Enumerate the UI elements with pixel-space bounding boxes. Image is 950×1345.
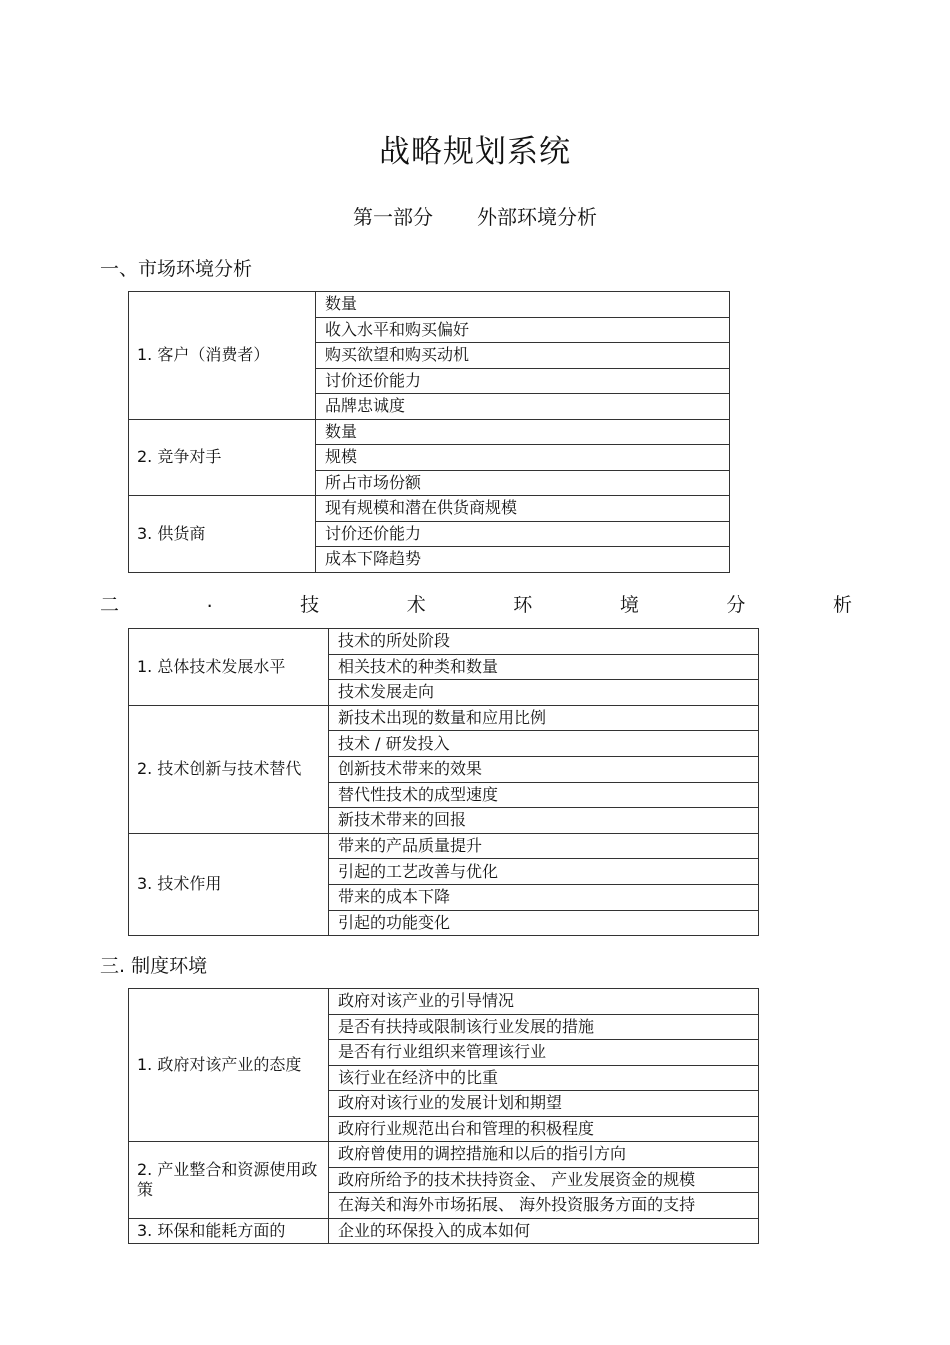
market-table [128,291,730,573]
technology-table [128,628,759,936]
table-row [129,1218,759,1244]
category-label: 1. 政府对该产业的态度 [129,989,329,1142]
item-cell: 现有规模和潜在供货商规模 [316,496,730,522]
heading-char: 分 [726,594,746,616]
table-row [129,989,759,1015]
item-cell: 技术发展走向 [329,680,759,706]
part-label: 第一部分 [353,205,433,229]
heading-char: . [206,590,213,612]
heading-char: 环 [513,594,533,616]
item-cell: 政府所给予的技术扶持资金、 产业发展资金的规模 [329,1167,759,1193]
item-cell: 相关技术的种类和数量 [329,654,759,680]
table-row [129,629,759,655]
category-label: 2. 产业整合和资源使用政策 [129,1142,329,1219]
item-cell: 政府行业规范出台和管理的积极程度 [329,1116,759,1142]
item-cell: 引起的功能变化 [329,910,759,936]
section3-heading: 三. 制度环境 [100,955,208,977]
item-cell: 政府对该行业的发展计划和期望 [329,1091,759,1117]
item-cell: 是否有扶持或限制该行业发展的措施 [329,1014,759,1040]
category-label: 3. 环保和能耗方面的 [129,1218,329,1244]
item-cell: 创新技术带来的效果 [329,756,759,782]
item-cell: 成本下降趋势 [316,547,730,573]
part-heading [0,201,950,230]
item-cell: 替代性技术的成型速度 [329,782,759,808]
item-cell: 企业的环保投入的成本如何 [329,1218,759,1244]
category-label: 3. 供货商 [129,496,316,573]
section2-heading [100,590,852,617]
item-cell: 讨价还价能力 [316,521,730,547]
heading-char: 术 [406,594,426,616]
table-row [129,833,759,859]
item-cell: 带来的成本下降 [329,884,759,910]
document-title: 战略规划系统 [379,134,571,170]
category-label: 2. 竞争对手 [129,419,316,496]
institution-table [128,988,759,1244]
item-cell: 在海关和海外市场拓展、 海外投资服务方面的支持 [329,1193,759,1219]
heading-char: 二 [100,594,120,616]
item-cell: 数量 [316,419,730,445]
item-cell: 带来的产品质量提升 [329,833,759,859]
item-cell: 品牌忠诚度 [316,394,730,420]
table-row [129,419,730,445]
item-cell: 政府对该产业的引导情况 [329,989,759,1015]
item-cell: 规模 [316,445,730,471]
item-cell: 讨价还价能力 [316,368,730,394]
item-cell: 新技术带来的回报 [329,808,759,834]
heading-char: 境 [619,594,639,616]
table-row [129,1142,759,1168]
category-label: 1. 客户（消费者） [129,292,316,420]
item-cell: 收入水平和购买偏好 [316,317,730,343]
table-row [129,496,730,522]
table-row [129,705,759,731]
item-cell: 是否有行业组织来管理该行业 [329,1040,759,1066]
item-cell: 技术的所处阶段 [329,629,759,655]
heading-char: 技 [300,594,320,616]
category-label: 2. 技术创新与技术替代 [129,705,329,833]
section1-heading: 一、市场环境分析 [100,258,253,280]
heading-char: 析 [832,594,852,616]
item-cell: 技术 / 研发投入 [329,731,759,757]
item-cell: 该行业在经济中的比重 [329,1065,759,1091]
part-title: 外部环境分析 [477,205,597,229]
item-cell: 引起的工艺改善与优化 [329,859,759,885]
item-cell: 所占市场份额 [316,470,730,496]
item-cell: 购买欲望和购买动机 [316,343,730,369]
item-cell: 数量 [316,292,730,318]
category-label: 3. 技术作用 [129,833,329,935]
table-row [129,292,730,318]
item-cell: 新技术出现的数量和应用比例 [329,705,759,731]
item-cell: 政府曾使用的调控措施和以后的指引方向 [329,1142,759,1168]
category-label: 1. 总体技术发展水平 [129,629,329,706]
